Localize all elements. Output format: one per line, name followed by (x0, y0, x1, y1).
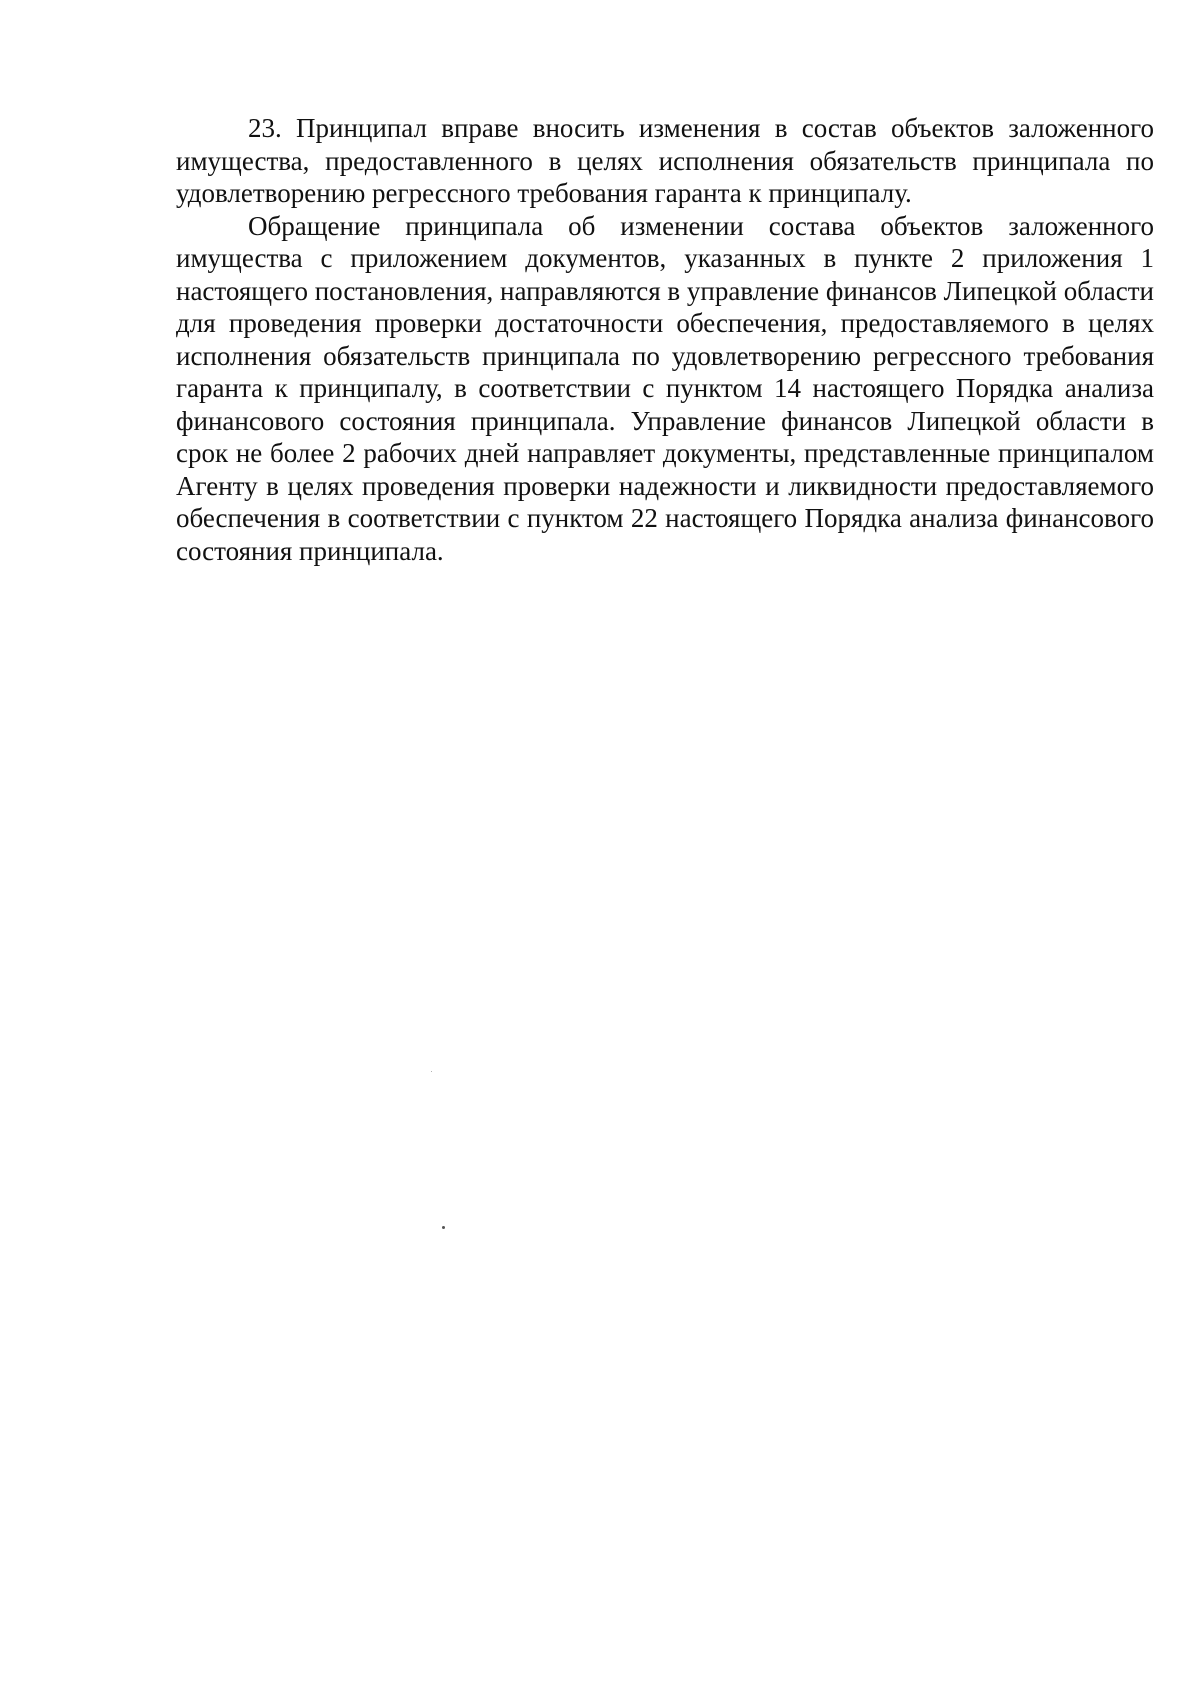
paragraph-request-procedure: Обращение принципала об изменении состава объектов заложенного имущества с приложением документов, указанных в пункте 2 приложения 1 настоящего постановления, направляются в управление финансов Липецкой области для проведения проверки достаточности обеспечения, предоставляемого в целях исполнения обязательств принципала по удовлетворению регрессного требования гаранта к принципалу, в соответствии с пунктом 14 настоящего Порядка анализа финансового состояния принципала. Управление финансов Липецкой области в срок не более 2 рабочих дней направляет документы, представленные принципалом Агенту в целях проведения проверки надежности и ликвидности предоставляемого обеспечения в соответствии с пунктом 22 настоящего Порядка анализа финансового состояния принципала. (176, 210, 1154, 566)
paragraph-clause-23: 23. Принципал вправе вносить изменения в состав объектов заложенного имущества, предоставленного в целях исполнения обязательств принципала по удовлетворению регрессного требования гаранта к принципалу. (176, 113, 1154, 208)
scan-speck (442, 1226, 445, 1229)
scan-speck (431, 1071, 432, 1072)
document-body (176, 112, 1154, 567)
